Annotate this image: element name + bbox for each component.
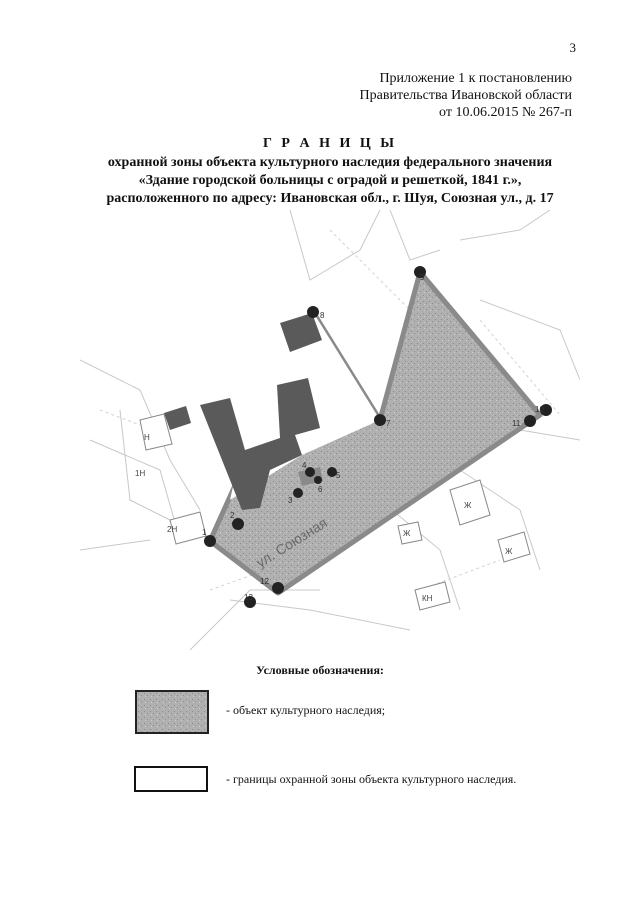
svg-text:3: 3 xyxy=(288,496,293,505)
svg-text:4: 4 xyxy=(302,461,307,470)
boundary-map xyxy=(80,210,580,650)
swatch-texture xyxy=(137,692,207,732)
building-label-2n: 2Н xyxy=(167,525,178,534)
building-label-1n: 1Н xyxy=(135,469,146,478)
boundary-point-8 xyxy=(307,306,319,318)
appendix-line-2: Правительства Ивановской области xyxy=(359,88,572,103)
boundary-swatch xyxy=(134,766,208,792)
boundary-point-11 xyxy=(524,415,536,427)
svg-text:10: 10 xyxy=(535,405,544,414)
boundary-point-12 xyxy=(272,582,284,594)
building-label-zh-2: Ж xyxy=(505,547,513,556)
legend-title: Условные обозначения: xyxy=(256,663,384,677)
boundary-point-4 xyxy=(305,467,315,477)
svg-text:2: 2 xyxy=(230,511,235,520)
svg-text:7: 7 xyxy=(386,419,391,428)
title-line-1: охранной зоны объекта культурного наследия федерального значения xyxy=(107,155,553,170)
building-label-zh-3: Ж xyxy=(403,529,411,538)
svg-text:13: 13 xyxy=(244,593,253,602)
heritage-object-swatch xyxy=(135,690,209,734)
title-line-3: расположенного по адресу: Ивановская обл., г. Шуя, Союзная ул., д. 17 xyxy=(106,191,554,206)
page-number: 3 xyxy=(569,40,576,55)
svg-text:5: 5 xyxy=(336,471,341,480)
svg-text:11: 11 xyxy=(512,419,521,428)
svg-text:1: 1 xyxy=(202,528,207,537)
appendix-line-3: от 10.06.2015 № 267-п xyxy=(439,105,572,120)
building-label-n: Н xyxy=(144,433,150,442)
boundary-point-6 xyxy=(314,476,322,484)
legend-item-boundary: - границы охранной зоны объекта культурного наследия. xyxy=(226,772,517,786)
building-label-kn: КН xyxy=(422,594,433,603)
outbuilding xyxy=(164,406,191,430)
building-label-zh-1: Ж xyxy=(464,501,472,510)
title-line-2: «Здание городской больницы с оградой и решеткой, 1841 г.», xyxy=(138,173,522,188)
svg-text:12: 12 xyxy=(260,577,269,586)
svg-text:8: 8 xyxy=(320,311,325,320)
svg-text:6: 6 xyxy=(318,485,323,494)
title-main: Г Р А Н И Ц Ы xyxy=(263,136,397,151)
svg-text:9: 9 xyxy=(420,273,425,282)
boundary-point-3 xyxy=(293,488,303,498)
document-title xyxy=(60,135,600,208)
legend-item-heritage-object: - объект культурного наследия; xyxy=(226,703,386,717)
boundary-point-7 xyxy=(374,414,386,426)
appendix-header xyxy=(360,70,572,121)
street-label: ул. Союзная xyxy=(253,514,330,571)
appendix-line-1: Приложение 1 к постановлению xyxy=(379,71,572,86)
